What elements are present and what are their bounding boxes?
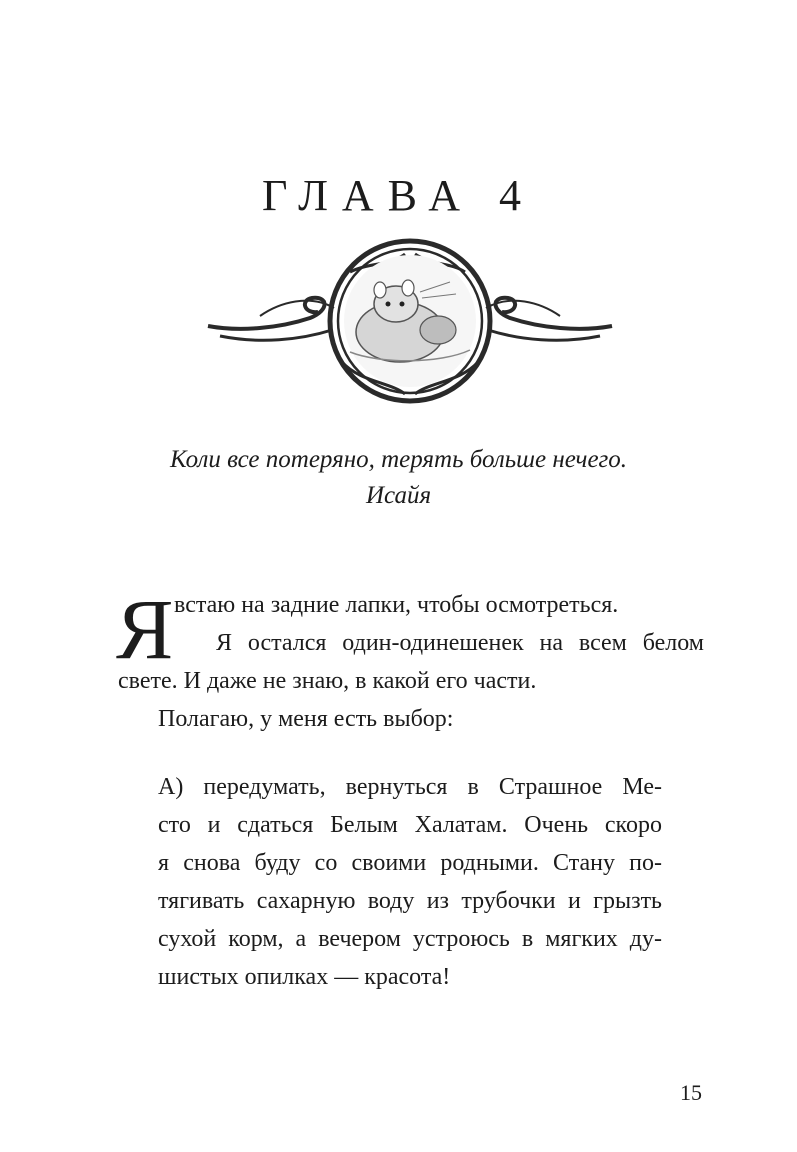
epigraph-author: Исайя (365, 482, 432, 509)
body-line-3: свете. И даже не знаю, в какой его части. (118, 668, 537, 694)
body-line-2: Я остался один-одинешенек на всем белом (216, 630, 704, 656)
option-line: А) передумать, вернуться в Страшное Ме- (158, 774, 662, 800)
body-line-4: Полагаю, у меня есть выбор: (158, 706, 454, 732)
body-line-1: встаю на задние лапки, чтобы осмотреться. (174, 592, 619, 618)
epigraph (0, 442, 797, 514)
drop-cap: Я (116, 581, 174, 677)
page-number: 15 (680, 1080, 702, 1105)
hamster-medallion-icon (200, 232, 620, 410)
option-line: шистых опилках — красота! (158, 964, 451, 990)
option-line: сто и сдаться Белым Халатам. Очень скоро (158, 812, 662, 838)
chapter-title: ГЛАВА 4 (261, 171, 536, 220)
option-line: тягивать сахарную воду из трубочки и грызть (158, 888, 662, 914)
option-line: я снова буду со своими родными. Стану по- (158, 850, 662, 876)
option-line: сухой корм, а вечером устроюсь в мягких ду- (158, 926, 662, 952)
epigraph-quote: Коли все потеряно, терять больше нечего. (169, 446, 628, 473)
